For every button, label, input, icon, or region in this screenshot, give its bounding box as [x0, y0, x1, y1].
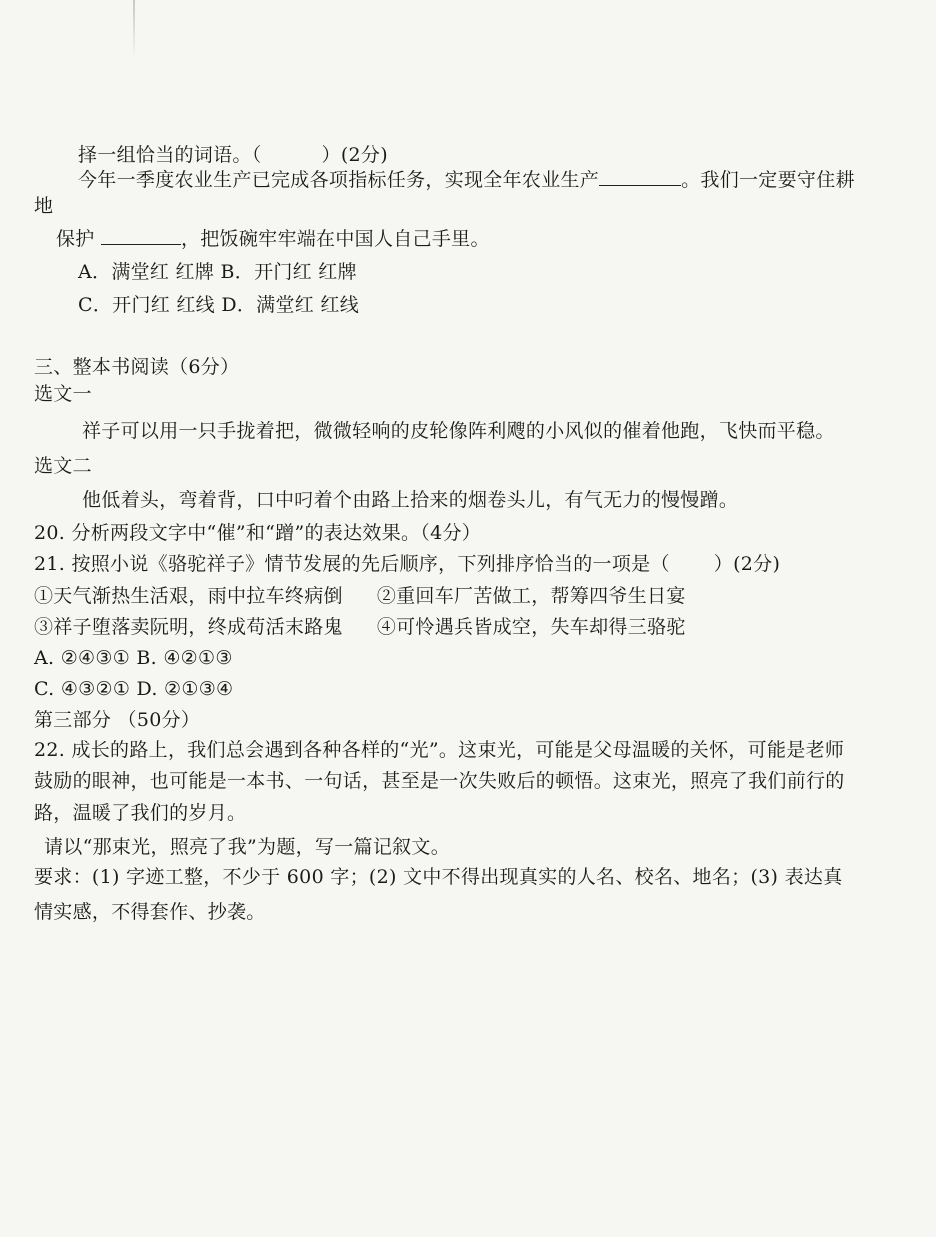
- q19-sentence-wrap: 地: [34, 195, 54, 217]
- q22-line2: 鼓励的眼神，也可能是一本书、一句话，甚至是一次失败后的顿悟。这束光，照亮了我们前行的: [34, 770, 845, 792]
- section3-heading: 三、整本书阅读（6分）: [34, 356, 240, 378]
- q19-stem: 择一组恰当的词语。（: [78, 144, 262, 166]
- q21-event-1: ①天气渐热生活艰，雨中拉车终病倒: [34, 585, 343, 607]
- q22-prompt: 请以“那束光，照亮了我”为题，写一篇记叙文。: [44, 836, 451, 858]
- q21-option-cd[interactable]: C. ④③②① D. ②①③④: [34, 678, 234, 700]
- q22-line1: 22. 成长的路上，我们总会遇到各种各样的“光”。这束光，可能是父母温暖的关怀，可能是老师: [34, 739, 845, 761]
- q19-sentence-part3: 保护: [56, 228, 95, 250]
- q21-events-row2: [34, 614, 686, 640]
- q22-requirements-1: 要求：(1) 字迹工整，不少于 600 字；(2) 文中不得出现真实的人名、校名、地名；(3) 表达真: [34, 866, 843, 888]
- q19-sentence-part2: 。我们一定要守住耕: [681, 169, 855, 191]
- q19-option-cd[interactable]: C．开门红 红线 D．满堂红 红线: [78, 294, 359, 316]
- q19-sentence-part4: ，把饭碗牢牢端在中国人自己手里。: [180, 228, 490, 250]
- excerpt1-label: 选文一: [34, 383, 92, 405]
- q21-event-2: ②重回车厂苦做工，帮筹四爷生日宴: [376, 585, 686, 607]
- q19-stem-line: [78, 142, 388, 168]
- q19-option-ab[interactable]: A．满堂红 红牌 B．开门红 红牌: [78, 261, 357, 283]
- q22-line3: 路，温暖了我们的岁月。: [34, 802, 247, 824]
- q20-text: 20. 分析两段文字中“催”和“蹭”的表达效果。（4分）: [34, 522, 482, 544]
- scan-mark: [133, 0, 135, 60]
- q19-sentence-part1: 今年一季度农业生产已完成各项指标任务，实现全年农业生产: [78, 169, 600, 191]
- q22-requirements-2: 情实感，不得套作、抄袭。: [34, 901, 266, 923]
- q21-option-ab[interactable]: A. ②④③① B. ④②①③: [34, 647, 233, 669]
- part3-heading: 第三部分 （50分）: [34, 709, 201, 731]
- excerpt2-text: 他低着头，弯着背，口中叼着个由路上拾来的烟卷头儿，有气无力的慢慢蹭。: [82, 489, 739, 511]
- q21-stem: 21. 按照小说《骆驼祥子》情节发展的先后顺序，下列排序恰当的一项是（: [34, 553, 670, 575]
- q19-blank-2[interactable]: [101, 226, 181, 245]
- q19-blank-1[interactable]: [599, 167, 681, 186]
- excerpt1-text: 祥子可以用一只手拢着把，微微轻响的皮轮像阵利飕的小风似的催着他跑，飞快而平稳。: [82, 420, 835, 442]
- q19-sentence-line1: [78, 167, 855, 193]
- q21-stem-line: [34, 551, 780, 577]
- q19-stem-close: ）(2分): [321, 144, 388, 166]
- q21-stem-close: ）(2分): [713, 553, 781, 575]
- q21-event-3: ③祥子堕落卖阮明，终成苟活末路鬼: [34, 616, 343, 638]
- q19-sentence-line2: [56, 226, 490, 252]
- q21-events-row1: [34, 583, 686, 609]
- excerpt2-label: 选文二: [34, 455, 92, 477]
- q21-event-4: ④可怜遇兵皆成空，失车却得三骆驼: [376, 616, 686, 638]
